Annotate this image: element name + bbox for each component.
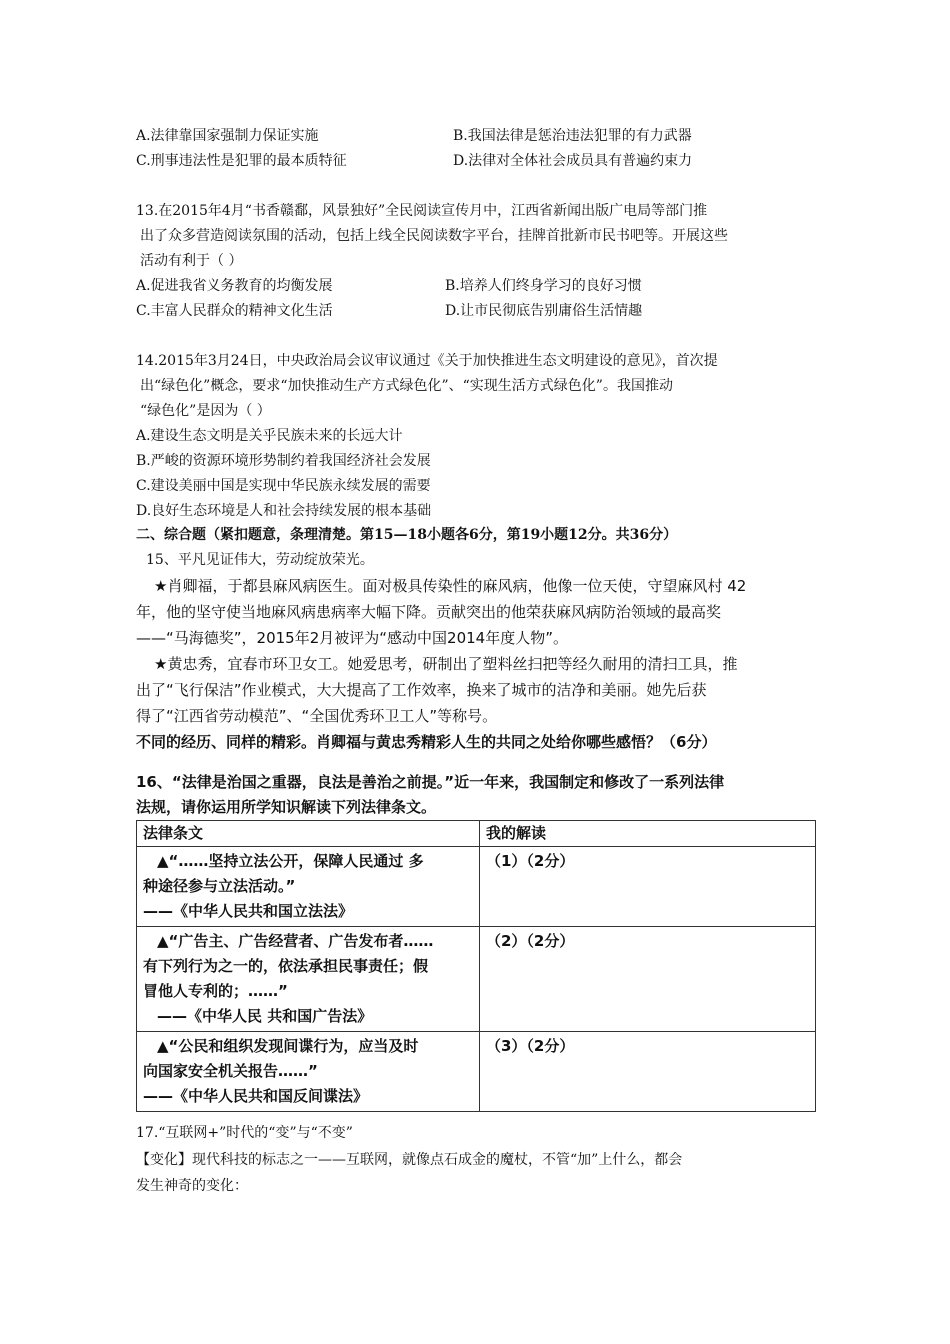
- q13-stem-line3: 活动有利于（ ）: [140, 253, 243, 269]
- q17-title: 17.“互联网+”时代的“变”与“不变”: [136, 1125, 353, 1141]
- answer-cell[interactable]: [480, 1032, 816, 1112]
- q14-stem-line3: “绿色化”是因为（ ）: [140, 403, 271, 419]
- law-column-header: 法律条文: [137, 821, 480, 847]
- law-text-line: ▲“广告主、广告经营者、广告发布者……: [157, 932, 434, 950]
- law-source: ——《中华人民 共和国广告法》: [157, 1007, 373, 1025]
- table-row: [137, 1032, 816, 1112]
- answer-label: （1）（2分）: [486, 852, 575, 870]
- section2-heading: 二、综合题（紧扣题意，条理清楚。第15—18小题各6分，第19小题12分。共36分）: [136, 527, 678, 543]
- q13-option-c: C.丰富人民群众的精神文化生活: [136, 303, 333, 319]
- law-text-line: 冒他人专利的；……”: [143, 982, 288, 1000]
- q12-option-d: D.法律对全体社会成员具有普遍约束力: [453, 153, 693, 169]
- law-text-line: 有下列行为之一的，依法承担民事责任；假: [143, 957, 429, 975]
- q15-para2-line2: 出了“飞行保洁”作业模式，大大提高了工作效率，换来了城市的洁净和美丽。她先后获: [136, 681, 707, 699]
- q14-option-b: B.严峻的资源环境形势制约着我国经济社会发展: [136, 453, 431, 469]
- q13-stem-line1: 13.在2015年4月“书香赣鄱，风景独好”全民阅读宣传月中，江西省新闻出版广电局等部门推: [136, 203, 708, 219]
- q14-option-c: C.建设美丽中国是实现中华民族永续发展的需要: [136, 478, 431, 494]
- law-text-line: 向国家安全机关报告……”: [143, 1062, 318, 1080]
- q17-line2: 发生神奇的变化：: [136, 1178, 248, 1194]
- q12-option-b: B.我国法律是惩治违法犯罪的有力武器: [453, 128, 692, 144]
- answer-label: （3）（2分）: [486, 1037, 575, 1055]
- law-text-line: 种途径参与立法活动。”: [143, 877, 296, 895]
- table-row: [137, 927, 816, 1032]
- law-source: ——《中华人民共和国反间谍法》: [143, 1087, 369, 1105]
- table-row: [137, 847, 816, 927]
- law-source: ——《中华人民共和国立法法》: [143, 902, 354, 920]
- q16-stem-line2: 法规，请你运用所学知识解读下列法律条文。: [136, 798, 437, 816]
- q15-para1-line1: ★肖卿福，于都县麻风病医生。面对极具传染性的麻风病，他像一位天使，守望麻风村 42: [154, 577, 747, 595]
- answer-cell[interactable]: [480, 847, 816, 927]
- q12-option-a: A.法律靠国家强制力保证实施: [136, 128, 319, 144]
- q15-para2-line1: ★黄忠秀，宜春市环卫女工。她爱思考，研制出了塑料丝扫把等经久耐用的清扫工具，推: [154, 655, 738, 673]
- q15-question: 不同的经历、同样的精彩。肖卿福与黄忠秀精彩人生的共同之处给你哪些感悟？（6分）: [136, 733, 717, 751]
- q14-option-a: A.建设生态文明是关乎民族未来的长远大计: [136, 428, 403, 444]
- q13-option-b: B.培养人们终身学习的良好习惯: [445, 278, 642, 294]
- law-text-cell: [137, 847, 480, 927]
- q14-stem-line2: 出“绿色化”概念，要求“加快推动生产方式绿色化”、“实现生活方式绿色化”。我国推动: [140, 378, 673, 394]
- answer-cell[interactable]: [480, 927, 816, 1032]
- law-table-header: [137, 821, 816, 847]
- q13-stem-line2: 出了众多营造阅读氛围的活动，包括上线全民阅读数字平台，挂牌首批新市民书吧等。开展这些: [140, 228, 728, 244]
- q16-stem-line1: 16、“法律是治国之重器，良法是善治之前提。”近一年来，我国制定和修改了一系列法律: [136, 773, 725, 791]
- q13-option-a: A.促进我省义务教育的均衡发展: [136, 278, 333, 294]
- q13-option-d: D.让市民彻底告别庸俗生活情趣: [445, 303, 643, 319]
- law-text-cell: [137, 1032, 480, 1112]
- law-text-cell: [137, 927, 480, 1032]
- law-text-line: ▲“公民和组织发现间谍行为，应当及时: [157, 1037, 419, 1055]
- q15-para1-line2: 年，他的坚守使当地麻风病患病率大幅下降。贡献突出的他荣获麻风病防治领域的最高奖: [136, 603, 722, 621]
- q14-stem-line1: 14.2015年3月24日，中央政治局会议审议通过《关于加快推进生态文明建设的意见》，首次提: [136, 353, 718, 369]
- q14-option-d: D.良好生态环境是人和社会持续发展的根本基础: [136, 503, 432, 519]
- q12-option-c: C.刑事违法性是犯罪的最本质特征: [136, 153, 347, 169]
- q15-para2-line3: 得了“江西省劳动模范”、“全国优秀环卫工人”等称号。: [136, 707, 498, 725]
- q17-line1: 【变化】现代科技的标志之一——互联网，就像点石成金的魔杖，不管“加”上什么，都会: [136, 1152, 683, 1168]
- q15-para1-line3: ——“马海德奖”，2015年2月被评为“感动中国2014年度人物”。: [136, 629, 568, 647]
- q15-title: 15、平凡见证伟大，劳动绽放荣光。: [146, 552, 374, 568]
- interpretation-column-header: 我的解读: [480, 821, 816, 847]
- answer-label: （2）（2分）: [486, 932, 575, 950]
- law-table: [136, 820, 816, 1112]
- law-text-line: ▲“……坚持立法公开，保障人民通过 多: [157, 852, 424, 870]
